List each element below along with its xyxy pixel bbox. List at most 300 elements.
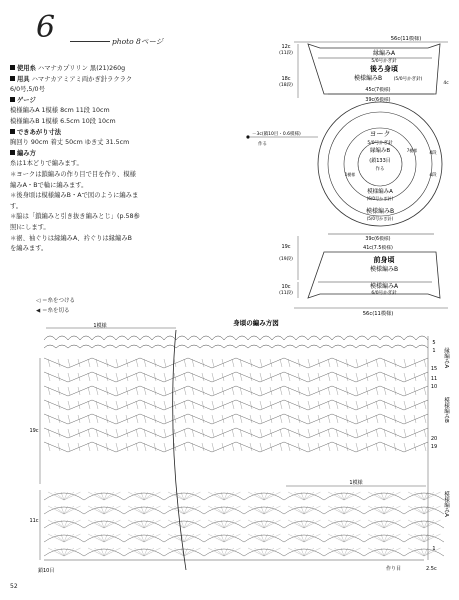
stitch-mark: [284, 549, 324, 556]
stitch-mark: [104, 336, 116, 340]
stitch-mark: [164, 401, 166, 409]
stitch-mark: [394, 401, 396, 409]
stitch-mark: [284, 521, 324, 528]
stitch-mark: [308, 359, 310, 367]
stitch-mark: [56, 345, 68, 348]
stitch-mark: [58, 373, 60, 381]
stitch-mark: [250, 429, 252, 437]
stitch-mark: [280, 359, 282, 367]
stitch-mark: [424, 359, 426, 367]
stitch-mark: [344, 345, 356, 348]
stitch-mark: [88, 373, 90, 381]
stitch-mark: [232, 401, 234, 409]
stitch-mark: [298, 387, 300, 395]
stitch-mark: [260, 443, 262, 451]
garment-schematic: [228, 36, 458, 316]
stitch-mark: [376, 415, 378, 423]
stitch-mark: [202, 443, 204, 451]
stitch-mark: [404, 443, 406, 451]
stitch-mark: [232, 443, 234, 451]
stitch-mark: [404, 345, 416, 348]
stitch-mark: [356, 345, 368, 348]
stitch-mark: [84, 507, 124, 514]
stitch-mark: [308, 443, 310, 451]
stitch-mark: [232, 429, 234, 437]
stitch-mark: [152, 336, 164, 340]
stitch-mark: [104, 345, 116, 348]
stitch-mark: [324, 549, 364, 556]
row-number: 10: [430, 384, 438, 390]
stitch-mark: [404, 387, 406, 395]
spec-text: 糸は1本どりで編みます。: [10, 160, 83, 168]
back-edge-label: 縁編みA: [372, 50, 396, 57]
stitch-mark: [320, 345, 332, 348]
stitch-mark: [232, 415, 234, 423]
stitch-mark: [136, 373, 138, 381]
stitch-mark: [368, 336, 380, 340]
spec-row: [10, 117, 210, 128]
stitch-mark: [212, 336, 224, 340]
spec-row: [10, 234, 210, 245]
stitch-mark: [328, 443, 330, 451]
stitch-mark: [44, 507, 84, 514]
stitch-mark: [68, 429, 70, 437]
stitch-mark: [68, 443, 70, 451]
stitch-mark: [260, 373, 262, 381]
stitch-mark: [58, 443, 60, 451]
back-left-1: 12c: [281, 44, 291, 50]
stitch-mark: [202, 415, 204, 423]
stitch-mark: [280, 373, 282, 381]
stitch-mark: [200, 336, 212, 340]
stitch-mark: [376, 401, 378, 409]
row-number: 1: [432, 546, 436, 552]
stitch-mark: [116, 429, 118, 437]
spec-text: ハマナカアミアミ両かぎ針ラクラク: [31, 75, 133, 83]
stitch-mark: [392, 345, 404, 348]
spec-row: [10, 170, 210, 181]
back-right-2: 4c: [443, 81, 449, 86]
stitch-mark: [164, 415, 166, 423]
stitch-mark: [424, 387, 426, 395]
stitch-mark: [58, 401, 60, 409]
stitch-mark: [394, 373, 396, 381]
stitch-mark: [106, 429, 108, 437]
stitch-mark: [364, 493, 404, 500]
spec-label: ゲージ: [17, 96, 36, 104]
stitch-mark: [298, 373, 300, 381]
spec-row: [10, 64, 210, 75]
stitch-mark: [250, 443, 252, 451]
stitch-mark: [136, 443, 138, 451]
stitch-mark: [346, 387, 348, 395]
yoke-needle-b: (5/0号かぎ針): [366, 216, 394, 221]
stitch-mark: [356, 373, 358, 381]
spec-text: ＊後身頃は模様編みB・Aで図のように編みま: [10, 192, 139, 200]
chart-bottom-corner: 2.5c: [426, 566, 437, 572]
stitch-mark: [424, 443, 426, 451]
spec-text: 6/0号,5/0号: [10, 86, 45, 94]
stitch-mark: [154, 387, 156, 395]
stitch-mark: [116, 443, 118, 451]
stitch-mark: [250, 415, 252, 423]
stitch-mark: [236, 336, 248, 340]
stitch-mark: [356, 443, 358, 451]
stitch-mark: [224, 345, 236, 348]
stitch-mark: [244, 507, 284, 514]
spec-row: [10, 223, 210, 234]
stitch-mark: [164, 387, 166, 395]
stitch-mark: [260, 359, 262, 367]
stitch-mark: [212, 387, 214, 395]
stitch-mark: [106, 373, 108, 381]
stitch-mark: [80, 345, 92, 348]
stitch-mark: [280, 429, 282, 437]
spec-text: 胸回り 90cm 着丈 50cm ゆき丈 31.5cm: [10, 139, 130, 147]
stitch-mark: [136, 359, 138, 367]
stitch-mark: [298, 401, 300, 409]
stitch-mark: [202, 359, 204, 367]
stitch-mark: [232, 373, 234, 381]
stitch-mark: [204, 535, 244, 542]
stitch-mark: [212, 443, 214, 451]
stitch-mark: [376, 373, 378, 381]
stitch-mark: [284, 507, 324, 514]
stitch-mark: [88, 401, 90, 409]
stitch-mark: [324, 507, 364, 514]
back-left-2: 18c: [281, 76, 291, 82]
stitch-mark: [184, 443, 186, 451]
stitch-mark: [116, 336, 128, 340]
stitch-mark: [344, 336, 356, 340]
spec-row: [10, 244, 210, 255]
stitch-mark: [424, 373, 426, 381]
stitch-mark: [404, 549, 444, 556]
stitch-mark: [298, 359, 300, 367]
stitch-mark: [324, 535, 364, 542]
front-left-1: 19c: [281, 244, 291, 250]
stitch-mark: [328, 359, 330, 367]
stitch-mark: [356, 429, 358, 437]
stitch-mark: [164, 359, 166, 367]
stitch-mark: [244, 535, 284, 542]
stitch-mark: [236, 345, 248, 348]
photo-reference: photo 8ページ: [112, 37, 164, 46]
stitch-mark: [404, 493, 444, 500]
stitch-mark: [368, 345, 380, 348]
stitch-mark: [92, 336, 104, 340]
row-number: 11: [430, 376, 438, 382]
stitch-mark: [328, 387, 330, 395]
front-left-2: 10c: [281, 284, 291, 290]
stitch-mark: [424, 401, 426, 409]
stitch-mark: [260, 401, 262, 409]
yoke-needle-c: (6/0号かぎ針): [366, 196, 394, 201]
stitch-mark: [212, 415, 214, 423]
stitch-mark: [136, 387, 138, 395]
stitch-mark: [376, 359, 378, 367]
spec-row: [10, 138, 210, 149]
spec-row: [10, 128, 210, 139]
stitch-mark: [376, 443, 378, 451]
stitch-mark: [212, 373, 214, 381]
row-number: 15: [430, 366, 438, 372]
stitch-mark: [260, 336, 272, 340]
stitch-mark: [56, 336, 68, 340]
stitch-mark: [128, 345, 140, 348]
spec-row: [10, 96, 210, 107]
row-number: 1: [432, 348, 436, 354]
stitch-mark: [424, 415, 426, 423]
stitch-mark: [88, 387, 90, 395]
legend-attach: ◁ ＝糸をつける: [36, 298, 75, 304]
cut-yarn-icon: ◀: [36, 308, 41, 314]
stitch-mark: [44, 336, 56, 340]
stitch-mark: [124, 507, 164, 514]
stitch-mark: [106, 387, 108, 395]
spec-row: [10, 85, 210, 96]
back-body-needle: (5/0号かぎ針): [393, 77, 423, 82]
specifications-block: [10, 64, 210, 255]
spec-row: [10, 106, 210, 117]
stitch-mark: [106, 443, 108, 451]
stitch-mark: [124, 549, 164, 556]
stitch-mark: [88, 415, 90, 423]
back-band-pattern: 39c(6模様): [365, 98, 391, 103]
spec-label: 用具: [17, 75, 30, 83]
spec-row: [10, 75, 210, 86]
stitch-mark: [272, 336, 284, 340]
chart-title: 身頃の編み方図: [233, 319, 279, 327]
stitch-mark: [184, 373, 186, 381]
spec-text: 模様編みA 1模様 8cm 11段 10cm: [10, 107, 110, 115]
page-number: 52: [10, 583, 18, 590]
stitch-mark: [154, 401, 156, 409]
stitch-mark: [308, 415, 310, 423]
spec-row: [10, 181, 210, 192]
stitch-mark: [154, 359, 156, 367]
front-band: 39c(6模様): [365, 237, 391, 242]
neck-edge-label: 縁編みB: [369, 148, 391, 154]
stitch-mark: [260, 415, 262, 423]
stitch-mark: [280, 387, 282, 395]
stitch-mark: [394, 415, 396, 423]
row-number: 20: [430, 436, 438, 442]
stitch-mark: [332, 345, 344, 348]
stitch-mark: [328, 373, 330, 381]
yoke-title: ヨーク: [369, 130, 391, 138]
stitch-mark: [154, 443, 156, 451]
stitch-mark: [44, 521, 84, 528]
stitch-mark: [164, 507, 204, 514]
yoke-pattern-outer: 模様編みB: [365, 208, 395, 215]
stitch-mark: [364, 535, 404, 542]
legend-cut: ◀ ＝糸を切る: [36, 308, 70, 314]
stitch-mark: [68, 387, 70, 395]
stitch-mark: [356, 415, 358, 423]
stitch-mark: [392, 336, 404, 340]
stitch-mark: [204, 493, 244, 500]
spec-label: 使用糸: [17, 65, 36, 72]
stitch-mark: [244, 521, 284, 528]
stitch-mark: [204, 521, 244, 528]
stitch-mark: [184, 387, 186, 395]
stitch-mark: [176, 345, 188, 348]
attach-yarn-icon: ◁: [36, 298, 41, 304]
stitch-mark: [356, 359, 358, 367]
stitch-mark: [116, 387, 118, 395]
stitch-mark: [394, 387, 396, 395]
stitch-mark: [154, 373, 156, 381]
bullet-square-icon: [10, 76, 15, 81]
stitch-mark: [404, 429, 406, 437]
stitch-mark: [212, 359, 214, 367]
stitch-mark: [58, 387, 60, 395]
stitch-mark: [164, 443, 166, 451]
chart-bottom-right: 作り目: [386, 566, 402, 572]
stitch-mark: [250, 401, 252, 409]
side-note-dot: [246, 135, 249, 138]
chart-right-mid: 模様編みB: [443, 397, 449, 423]
stitch-mark: [296, 345, 308, 348]
spec-text: 照)にします。: [10, 223, 50, 231]
stitch-mark: [284, 493, 324, 500]
stitch-mark: [164, 521, 204, 528]
row-number: 19: [430, 444, 438, 450]
stitch-mark: [136, 415, 138, 423]
bottom-width-label: 56c(11模様): [362, 311, 394, 316]
stitch-mark: [68, 359, 70, 367]
stitch-mark: [116, 373, 118, 381]
chart-right-bottom: 模様編みA: [443, 491, 449, 517]
stitch-mark: [124, 535, 164, 542]
chart-right-top: 縁編みA: [443, 347, 449, 369]
stitch-mark: [280, 401, 282, 409]
chart-top-label: 1模様: [93, 323, 107, 329]
back-left-1b: (11段): [279, 51, 293, 56]
stitch-mark: [58, 415, 60, 423]
stitch-mark: [124, 493, 164, 500]
spec-row: [10, 191, 210, 202]
spec-row: [10, 212, 210, 223]
stitch-mark: [80, 336, 92, 340]
stitch-mark: [116, 401, 118, 409]
front-pattern-b: 模様編みB: [369, 266, 399, 273]
yoke-pattern-inner: 模様編みA: [367, 189, 393, 195]
stitch-mark: [284, 535, 324, 542]
stitch-mark: [154, 429, 156, 437]
pattern-number: 6: [36, 10, 56, 45]
stitch-mark: [68, 336, 80, 340]
stitch-mark: [424, 429, 426, 437]
spec-text: す。: [10, 202, 23, 210]
stitch-mark: [404, 401, 406, 409]
chart-left-1: 19c: [29, 428, 39, 434]
stitch-mark: [364, 549, 404, 556]
stitch-mark: [328, 429, 330, 437]
stitch-mark: [68, 415, 70, 423]
legend: [36, 296, 75, 316]
stitch-mark: [88, 359, 90, 367]
chart-bottom-left: 鎖10目: [38, 568, 55, 574]
spec-text: 模様編みB 1模様 6.5cm 10段 10cm: [10, 117, 116, 125]
stitch-mark: [44, 493, 84, 500]
stitch-mark: [232, 387, 234, 395]
stitch-mark: [308, 429, 310, 437]
stitch-mark: [404, 521, 444, 528]
neck-edge-3: 作る: [375, 167, 385, 172]
stitch-mark: [380, 345, 392, 348]
chart-mid-label: 1模様: [349, 480, 363, 486]
stitch-mark: [44, 535, 84, 542]
stitch-mark: [204, 549, 244, 556]
spec-text: ＊ヨークは鎖編みの作り目で目を作り、模様: [10, 170, 136, 178]
spec-text: ハマナカプリリン 黒(21)260g: [37, 65, 126, 72]
stitch-mark: [346, 401, 348, 409]
stitch-mark: [84, 535, 124, 542]
row-numbers: [431, 340, 437, 552]
stitch-mark: [308, 387, 310, 395]
stitch-mark: [356, 336, 368, 340]
bullet-square-icon: [10, 65, 15, 70]
stitch-mark: [84, 521, 124, 528]
spec-row: [10, 202, 210, 213]
stitch-mark: [164, 493, 204, 500]
stitch-mark: [272, 345, 284, 348]
stitch-mark: [308, 345, 320, 348]
stitch-mark: [244, 549, 284, 556]
stitch-mark: [200, 345, 212, 348]
stitch-mark: [250, 373, 252, 381]
back-edge-needle: 5/0号かぎ針: [371, 59, 397, 64]
spec-text: ＊脇は「鎖編みと引き抜き編みとじ」(p.58参: [10, 213, 140, 221]
stitch-mark: [404, 359, 406, 367]
back-body-pattern: 模様編みB: [353, 75, 383, 82]
stitch-mark: [308, 336, 320, 340]
stitch-mark: [380, 336, 392, 340]
neck-edge-2: (鎖133目: [369, 158, 391, 164]
stitch-mark: [128, 336, 140, 340]
stitch-mark: [250, 359, 252, 367]
stitch-mark: [84, 493, 124, 500]
front-left-1b: (19段): [279, 257, 293, 262]
stitch-mark: [260, 345, 272, 348]
spec-row: [10, 159, 210, 170]
stitch-mark: [202, 429, 204, 437]
stitch-mark: [140, 345, 152, 348]
stitch-mark: [376, 387, 378, 395]
stitch-mark: [248, 345, 260, 348]
stitch-mark: [308, 401, 310, 409]
spec-text: ＊裾、袖ぐりは縁編みA、衿ぐりは縁編みB: [10, 234, 132, 242]
stitch-mark: [298, 443, 300, 451]
stitch-mark: [164, 429, 166, 437]
stitch-mark: [212, 429, 214, 437]
stitch-mark: [188, 345, 200, 348]
spec-label: できあがり寸法: [17, 128, 62, 136]
stitch-mark: [248, 336, 260, 340]
stitch-mark: [324, 493, 364, 500]
spec-text: を編みます。: [10, 245, 48, 253]
stitch-mark: [416, 336, 428, 340]
stitch-mark: [324, 521, 364, 528]
circle-label-1: 7模様: [406, 148, 418, 153]
stitch-mark: [404, 415, 406, 423]
side-note-2: 作る: [258, 142, 267, 147]
stitch-mark: [184, 359, 186, 367]
stitch-mark: [328, 415, 330, 423]
stitch-mark: [416, 345, 428, 348]
